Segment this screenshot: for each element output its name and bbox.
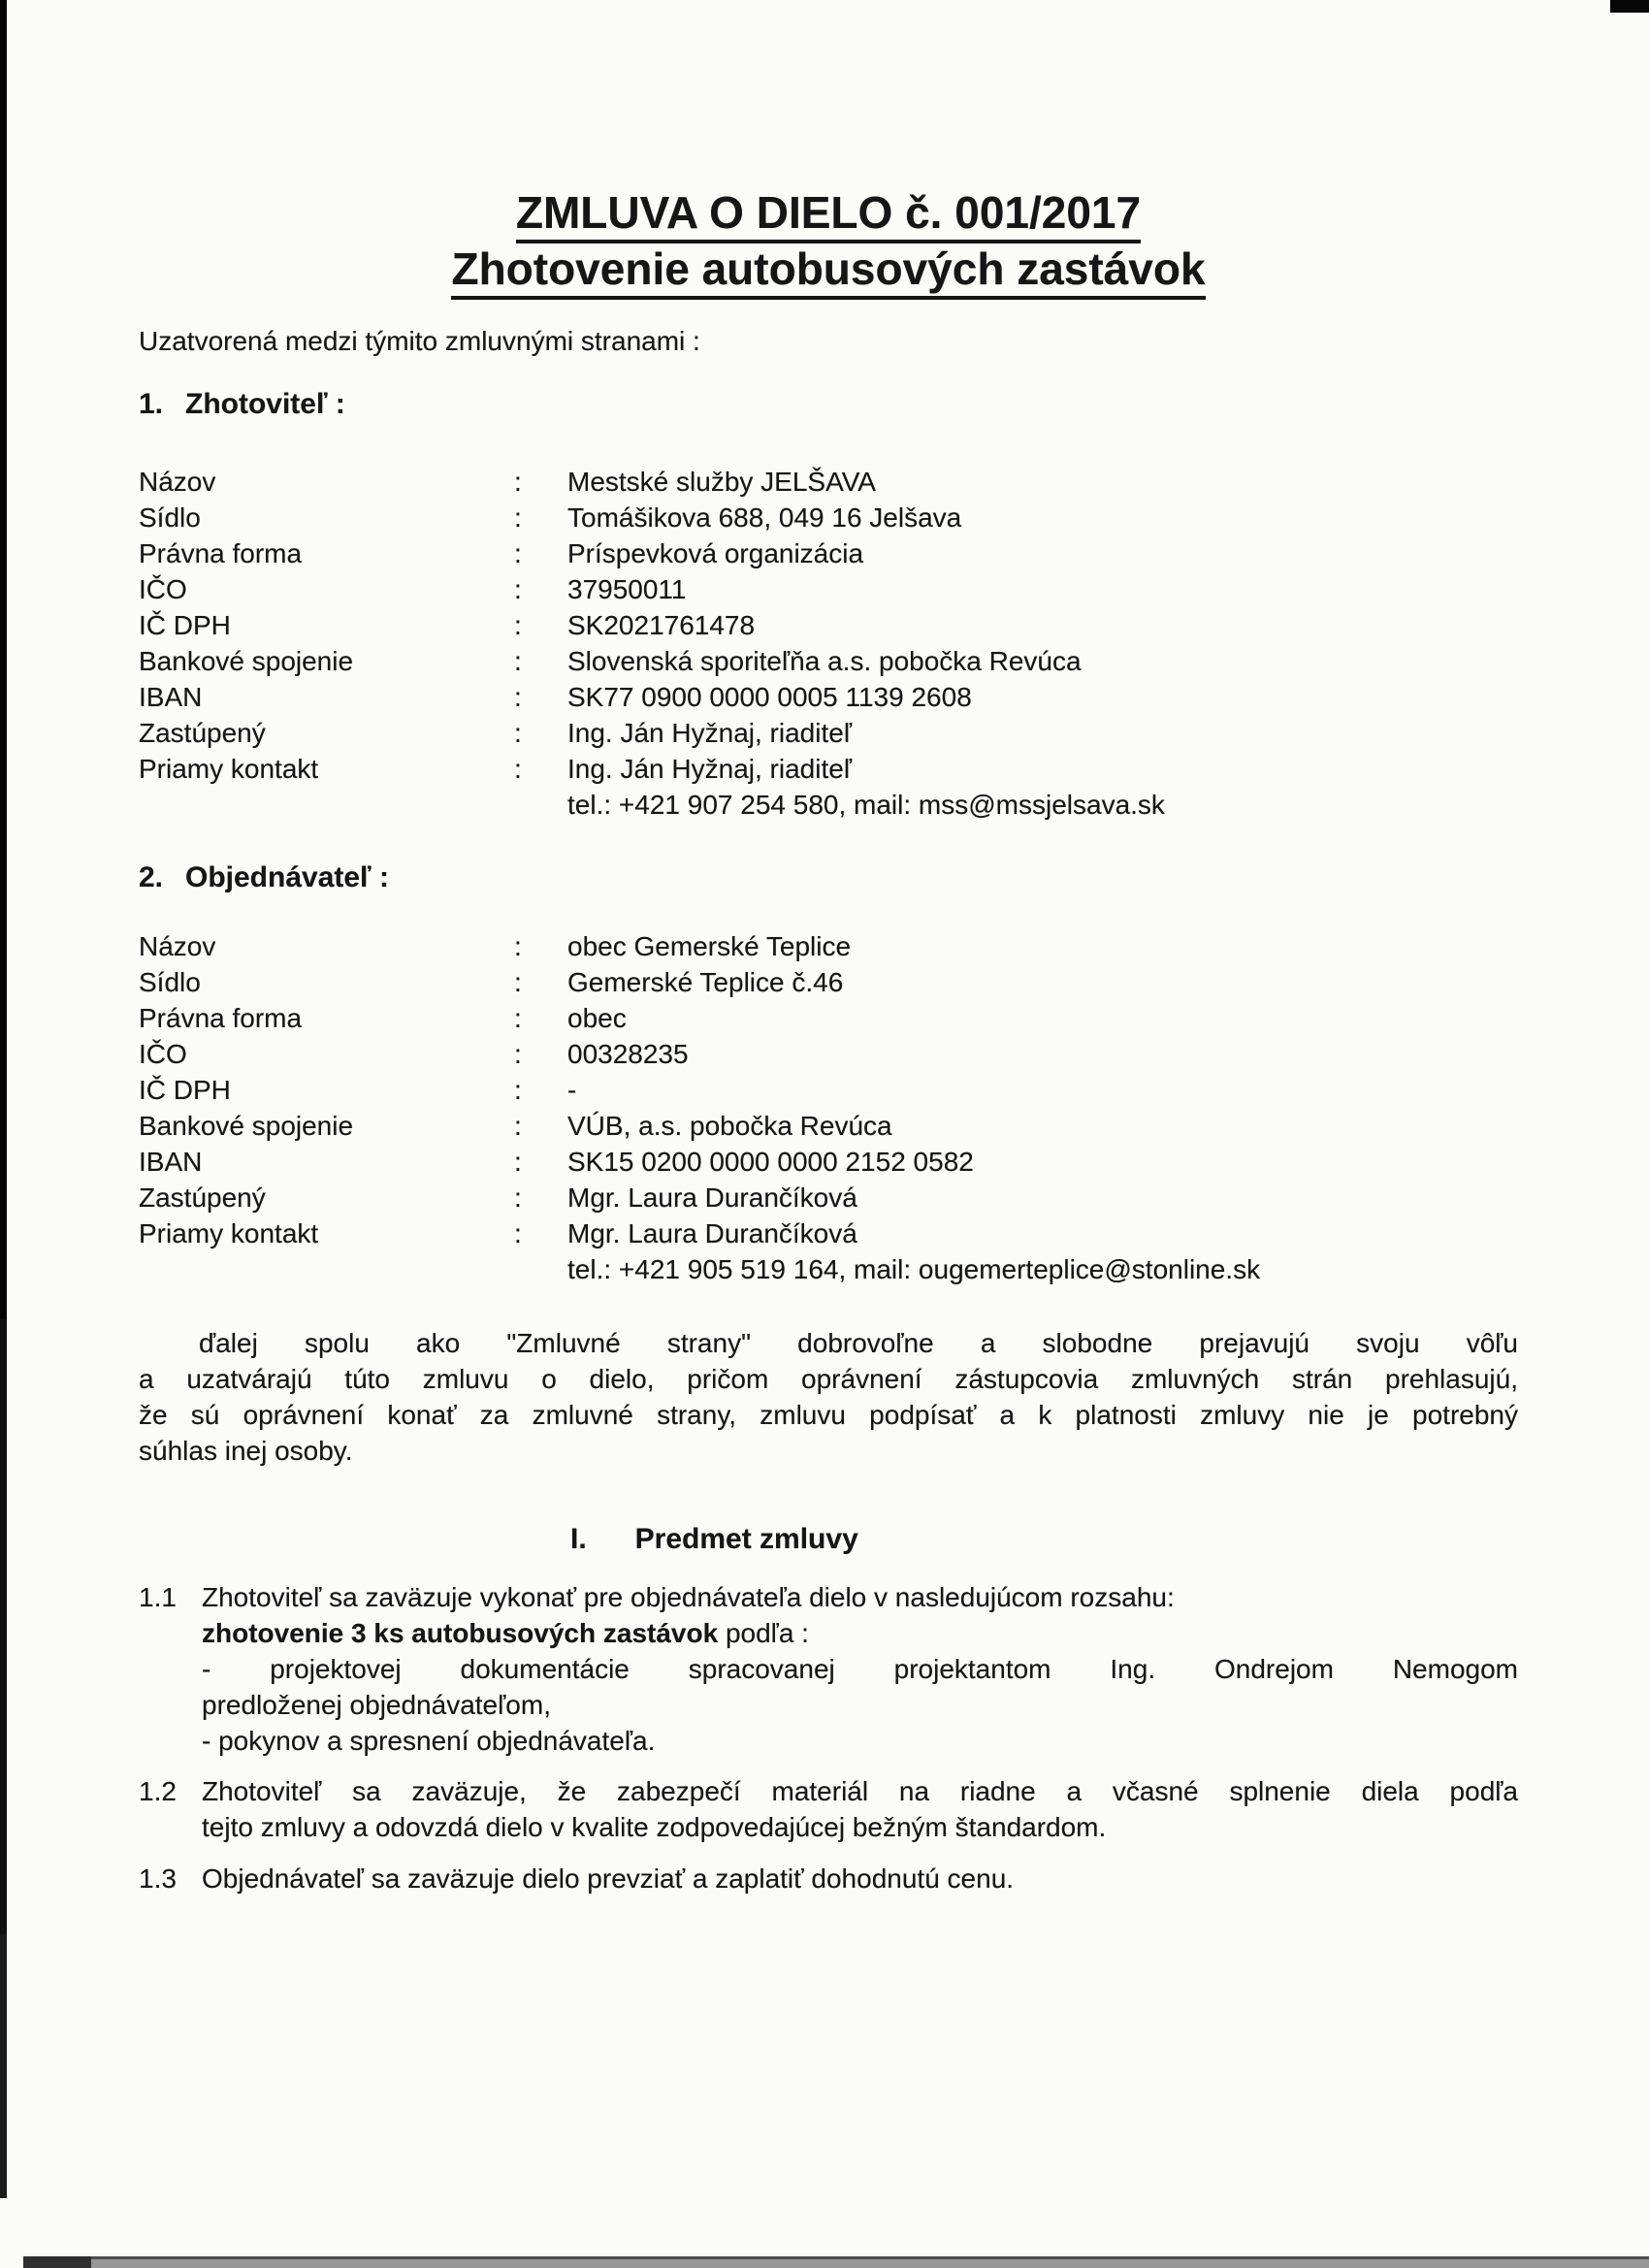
detail-row: [139, 718, 1518, 754]
row-value: tel.: +421 907 254 580, mail: mss@mssjelsava.sk: [567, 790, 1165, 820]
row-label: IČO: [139, 574, 187, 604]
section-1-heading: [139, 1523, 1518, 1556]
party-2-label: Objednávateľ :: [185, 861, 389, 893]
row-colon: :: [514, 610, 522, 640]
row-value: SK77 0900 0000 0005 1139 2608: [567, 682, 972, 712]
row-colon: :: [514, 1039, 522, 1069]
row-colon: :: [514, 1218, 522, 1248]
party-2-details: [139, 931, 1518, 1290]
scan-artifact-bottom-bar: [23, 2256, 1649, 2268]
item-text: [202, 1579, 1518, 1759]
detail-row: [139, 1147, 1518, 1183]
item-after-bold: podľa :: [718, 1618, 809, 1648]
row-colon: :: [514, 646, 522, 676]
row-value: 37950011: [567, 574, 687, 604]
row-colon: :: [514, 1003, 522, 1033]
row-value: Mestské služby JELŠAVA: [567, 467, 876, 497]
preamble-line: súhlas inej osoby.: [139, 1436, 353, 1466]
detail-row: [139, 682, 1518, 718]
row-label: Priamy kontakt: [139, 1218, 319, 1248]
detail-row: [139, 1254, 1518, 1290]
row-colon: :: [514, 967, 522, 997]
row-colon: :: [514, 574, 522, 604]
detail-row: [139, 931, 1518, 967]
row-value: Slovenská sporiteľňa a.s. pobočka Revúca: [567, 646, 1082, 676]
row-value: Mgr. Laura Durančíková: [567, 1183, 857, 1213]
row-value: SK2021761478: [567, 610, 756, 640]
row-value: Príspevková organizácia: [567, 538, 864, 568]
detail-row: [139, 754, 1518, 790]
party-1-label: Zhotoviteľ :: [185, 388, 345, 420]
item-line: [202, 1615, 1518, 1651]
row-value: VÚB, a.s. pobočka Revúca: [567, 1111, 892, 1141]
item-number: 1.2: [139, 1776, 177, 1806]
numbered-item-1-3: [139, 1861, 1518, 1896]
row-label: Zastúpený: [139, 1183, 266, 1213]
detail-row: [139, 502, 1518, 538]
item-text: [202, 1773, 1518, 1845]
row-colon: :: [514, 1183, 522, 1213]
preamble-paragraph: [139, 1325, 1518, 1469]
intro-line: Uzatvorená medzi týmito zmluvnými stranami :: [139, 326, 700, 356]
detail-row: [139, 1183, 1518, 1218]
detail-row: [139, 967, 1518, 1003]
item-bold-text: zhotovenie 3 ks autobusových zastávok: [202, 1618, 719, 1648]
row-label: IČ DPH: [139, 1075, 231, 1105]
row-label: Bankové spojenie: [139, 1111, 354, 1141]
row-label: Názov: [139, 931, 216, 961]
row-value: Gemerské Teplice č.46: [567, 967, 844, 997]
party-1-heading: [139, 388, 1518, 421]
item-number: 1.3: [139, 1863, 177, 1894]
row-label: Sídlo: [139, 967, 201, 997]
preamble-line: ďalej spolu ako "Zmluvné strany" dobrovoľne a slobodne prejavujú svoju vôľu: [199, 1328, 1518, 1358]
row-colon: :: [514, 931, 522, 961]
item-line: Zhotoviteľ sa zaväzuje, že zabezpečí materiál na riadne a včasné splnenie diela podľa: [202, 1776, 1518, 1806]
row-value: Ing. Ján Hyžnaj, riaditeľ: [567, 718, 852, 748]
section-1-numeral: I.: [570, 1523, 587, 1555]
detail-row: [139, 1003, 1518, 1039]
page-content: [139, 0, 1518, 2268]
party-2-number: 2.: [139, 861, 164, 893]
item-line: predloženej objednávateľom,: [202, 1690, 551, 1720]
row-colon: :: [514, 754, 522, 784]
preamble-line: že sú oprávnení konať za zmluvné strany, zmluvu podpísať a k platnosti zmluvy nie je potrebný: [139, 1400, 1518, 1430]
row-label: Právna forma: [139, 1003, 303, 1033]
detail-row: [139, 610, 1518, 646]
detail-row: [139, 1039, 1518, 1075]
row-value: Mgr. Laura Durančíková: [567, 1218, 857, 1248]
row-value: obec Gemerské Teplice: [567, 931, 852, 961]
party-1-number: 1.: [139, 388, 164, 420]
row-label: Zastúpený: [139, 718, 266, 748]
row-value: SK15 0200 0000 0000 2152 0582: [567, 1147, 974, 1177]
row-label: IBAN: [139, 1147, 203, 1177]
detail-row: [139, 538, 1518, 574]
preamble-line: a uzatvárajú túto zmluvu o dielo, pričom oprávnení zástupcovia zmluvných strán prehlasujú,: [139, 1364, 1518, 1394]
section-1-title: Predmet zmluvy: [634, 1523, 858, 1555]
detail-row: [139, 1075, 1518, 1111]
row-colon: :: [514, 538, 522, 568]
row-value: obec: [567, 1003, 627, 1033]
row-label: Právna forma: [139, 538, 303, 568]
row-label: IČO: [139, 1039, 187, 1069]
row-colon: :: [514, 467, 522, 497]
item-line: - projektovej dokumentácie spracovanej projektantom Ing. Ondrejom Nemogom: [202, 1654, 1518, 1684]
row-value: -: [567, 1075, 577, 1105]
scan-artifact-left-edge: [0, 0, 7, 2198]
row-value: 00328235: [567, 1039, 689, 1069]
row-label: Priamy kontakt: [139, 754, 319, 784]
scan-artifact-top-right: [1610, 0, 1649, 13]
row-colon: :: [514, 1111, 522, 1141]
detail-row: [139, 574, 1518, 610]
detail-row: [139, 467, 1518, 502]
detail-row: [139, 1111, 1518, 1147]
row-label: Názov: [139, 467, 216, 497]
party-2-heading: [139, 861, 1518, 894]
row-colon: :: [514, 718, 522, 748]
item-number: 1.1: [139, 1582, 177, 1612]
row-colon: :: [514, 1147, 522, 1177]
row-value: tel.: +421 905 519 164, mail: ougemerteplice@stonline.sk: [567, 1254, 1261, 1284]
numbered-item-1-2: [139, 1773, 1518, 1845]
row-label: IČ DPH: [139, 610, 231, 640]
numbered-item-1-1: [139, 1579, 1518, 1759]
item-text: [202, 1861, 1518, 1896]
row-value: Tomášikova 688, 049 16 Jelšava: [567, 502, 962, 533]
item-line: tejto zmluvy a odovzdá dielo v kvalite zodpovedajúcej bežným štandardom.: [202, 1812, 1107, 1842]
item-line: - pokynov a spresnení objednávateľa.: [202, 1726, 656, 1756]
row-label: Sídlo: [139, 502, 201, 533]
party-1-details: [139, 467, 1518, 826]
scan-artifact-bottom-left-cap: [23, 2256, 91, 2268]
row-colon: :: [514, 1075, 522, 1105]
contract-subtitle: Zhotovenie autobusových zastávok: [139, 241, 1518, 297]
detail-row: [139, 1218, 1518, 1254]
row-label: Bankové spojenie: [139, 646, 354, 676]
row-value: Ing. Ján Hyžnaj, riaditeľ: [567, 754, 852, 784]
item-line: Objednávateľ sa zaväzuje dielo prevziať a zaplatiť dohodnutú cenu.: [202, 1863, 1015, 1894]
row-label: IBAN: [139, 682, 203, 712]
detail-row: [139, 790, 1518, 826]
row-colon: :: [514, 682, 522, 712]
detail-row: [139, 646, 1518, 682]
row-colon: :: [514, 502, 522, 533]
item-line: Zhotoviteľ sa zaväzuje vykonať pre objednávateľa dielo v nasledujúcom rozsahu:: [202, 1582, 1175, 1612]
contract-title-block: [139, 184, 1518, 297]
contract-title: ZMLUVA O DIELO č. 001/2017: [139, 184, 1518, 241]
